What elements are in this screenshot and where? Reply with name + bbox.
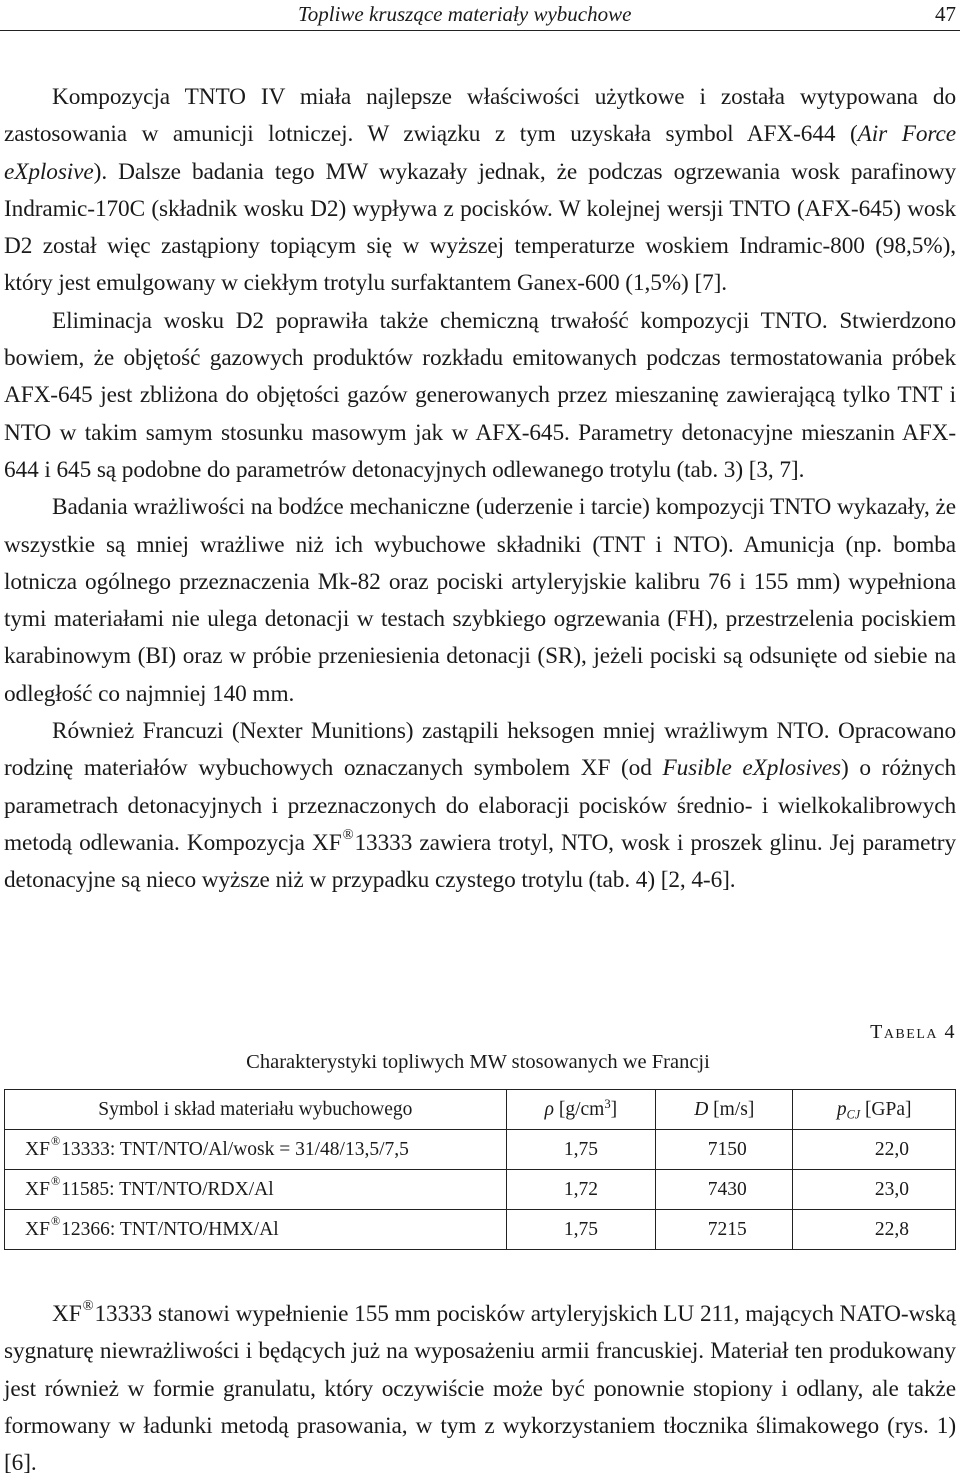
page-number: 47 xyxy=(935,2,956,26)
paragraph xyxy=(4,1296,956,1482)
header-pressure xyxy=(793,1090,956,1130)
velocity-unit: [m/s] xyxy=(708,1098,755,1120)
density-unit: [g/cm xyxy=(553,1098,605,1120)
registered-mark: ® xyxy=(50,1214,61,1229)
density-exponent: 3 xyxy=(604,1096,611,1111)
italic-term: Fusible eXplosives xyxy=(662,755,842,782)
paragraph-text: ). Dalsze badania tego MW wykazały jednak, że podczas ogrzewania wosk parafinowy Indramic-170C (składnik wosku D2) wypływa z pocisków. W kolejnej wersji TNTO (AFX-645) wosk D2 został więc zastąpiony topiącym się w wyższej temperaturze woskiem Indramic-800 (98,5%), który jest emulgowany w ciekłym trotylu surfaktantem Ganex-600 (1,5%) [7]. xyxy=(4,158,956,297)
cell-density: 1,75 xyxy=(506,1130,655,1170)
registered-mark: ® xyxy=(342,827,354,844)
data-table xyxy=(4,1089,956,1250)
cell-pressure: 23,0 xyxy=(793,1170,956,1210)
running-title: Topliwe kruszące materiały wybuchowe xyxy=(298,2,632,26)
composition-text: 13333: TNT/NTO/Al/wosk = 31/48/13,5/7,5 xyxy=(61,1138,409,1160)
paragraph: Eliminacja wosku D2 poprawiła także chemiczną trwałość kompozycji TNTO. Stwierdzono bowiem, że objętość gazowych produktów rozkładu emitowanych podczas termostatowania próbek AFX-645 jest zbliżona do objętości gazów generowanych przez mieszaninę zawierającą tylko TNT i NTO w takim samym stosunku masowym jak w AFX-645. Parametry detonacyjne mieszanin AFX-644 i 645 są podobne do parametrów detonacyjnych odlewanego trotylu (tab. 3) [3, 7]. xyxy=(4,307,956,483)
table-caption xyxy=(0,1047,960,1077)
table-label: Tabela 4 xyxy=(870,1021,956,1043)
cell-velocity: 7430 xyxy=(656,1170,793,1210)
registered-mark: ® xyxy=(50,1134,61,1149)
composition-text: 12366: TNT/NTO/HMX/Al xyxy=(61,1218,279,1240)
paragraph xyxy=(4,79,956,303)
xf-prefix: XF xyxy=(25,1138,50,1160)
header-composition: Symbol i skład materiału wybuchowego xyxy=(5,1090,507,1130)
body-text-top xyxy=(4,79,956,900)
paragraph: Badania wrażliwości na bodźce mechaniczne (uderzenie i tarcie) kompozycji TNTO wykazały, że wszystkie są mniej wrażliwe niż ich wybuchowe składniki (TNT i NTO). Amunicja (np. bomba lotnicza ogólnego przeznaczenia Mk-82 oraz pociski artyleryjskie kalibru 76 i 155 mm) wypełniona tymi materiałami nie ulega detonacji w testach szybkiego ogrzewania (FH), przestrzelenia pociskiem karabinowym (BI) oraz w próbie przeniesienia detonacji (SR), jeżeli pociski są odsunięte od siebie na odległość co najmniej 140 mm. xyxy=(4,494,956,707)
page-header xyxy=(0,0,960,31)
table-caption-text: Charakterystyki topliwych MW stosowanych we Francji xyxy=(246,1051,710,1073)
cell-composition xyxy=(5,1130,507,1170)
xf-prefix: XF xyxy=(25,1178,50,1200)
xf-prefix: XF xyxy=(25,1218,50,1240)
paragraph-text: Również Francuzi (Nexter Munitions) zastąpili heksogen mniej wrażliwym NTO. Opracowano rodzinę materiałów wybuchowych oznaczanych symbolem XF (od xyxy=(4,718,956,782)
header-velocity xyxy=(656,1090,793,1130)
density-symbol: ρ xyxy=(544,1098,554,1120)
paragraph xyxy=(4,713,956,899)
paragraph-text: 13333 zawiera trotyl, NTO, wosk i proszek glinu. Jej parametry detonacyjne są nieco wyższe niż w przypadku czystego trotylu (tab. 4) [2, 4-6]. xyxy=(4,829,956,894)
registered-mark: ® xyxy=(82,1298,94,1315)
cell-velocity: 7215 xyxy=(656,1210,793,1250)
paragraph-text: Kompozycja TNTO IV miała najlepsze właściwości użytkowe i została wytypowana do zastosowania w amunicji lotniczej. W związku z tym uzyskała symbol AFX-644 ( xyxy=(4,84,956,148)
paragraph-text: ) o różnych parametrach detonacyjnych i przeznaczonych do elaboracji pocisków średnio- i wielkokalibrowych metodą odlewania. Kompozycja XF xyxy=(4,755,956,856)
header-density xyxy=(506,1090,655,1130)
pressure-subscript: CJ xyxy=(846,1107,861,1122)
italic-term: Air Force eXplosive xyxy=(4,121,956,185)
pressure-symbol: p xyxy=(836,1098,847,1120)
table-row xyxy=(5,1130,956,1170)
composition-text: 11585: TNT/NTO/RDX/Al xyxy=(61,1178,274,1200)
pressure-unit: [GPa] xyxy=(860,1098,912,1120)
cell-velocity: 7150 xyxy=(656,1130,793,1170)
table-header-row xyxy=(5,1090,956,1130)
density-unit-close: ] xyxy=(610,1098,618,1120)
table-row xyxy=(5,1170,956,1210)
velocity-symbol: D xyxy=(694,1098,709,1120)
cell-composition xyxy=(5,1170,507,1210)
body-text-bottom xyxy=(4,1296,956,1482)
cell-pressure: 22,8 xyxy=(793,1210,956,1250)
cell-pressure: 22,0 xyxy=(793,1130,956,1170)
registered-mark: ® xyxy=(50,1174,61,1189)
xf-prefix: XF xyxy=(52,1301,82,1327)
paragraph-text: 13333 stanowi wypełnienie 155 mm pocisków artyleryjskich LU 211, mających NATO-wską sygnaturę niewrażliwości i będących już na wyposażeniu armii francuskiej. Materiał ten produkowany jest również w formie granulatu, który oczywiście może być ponownie stopiony i odlany, ale także formowany w ładunki metodą prasowania, w tym z wykorzystaniem tłocznika ślimakowego (rys. 1) [6]. xyxy=(4,1301,956,1477)
cell-density: 1,72 xyxy=(506,1170,655,1210)
table-row xyxy=(5,1210,956,1250)
cell-density: 1,75 xyxy=(506,1210,655,1250)
cell-composition xyxy=(5,1210,507,1250)
